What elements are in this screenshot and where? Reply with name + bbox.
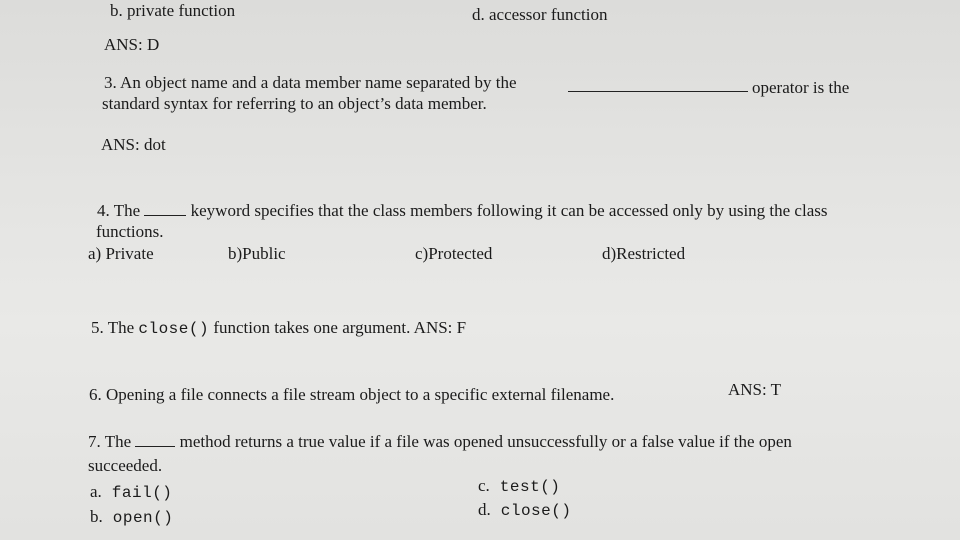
q4-line2: functions. [96,222,164,241]
q3-line2: standard syntax for referring to an object’s data member. [102,94,487,113]
q7-option-d-code: close() [500,502,572,520]
q3-line1: 3. An object name and a data member name separated by the [104,73,517,92]
q5-prefix: 5. The [91,318,135,337]
q3-answer: ANS: dot [101,135,166,154]
q7-prefix: 7. The [88,432,132,451]
q7-option-c-code: test() [499,478,561,496]
q3-blank [568,91,748,92]
q7-line1 [88,432,792,452]
q7-option-d-letter: d. [478,500,491,519]
q4-prefix: 4. The [97,201,141,220]
q7-option-b-letter: b. [90,507,103,526]
q7-option-c-letter: c. [478,476,490,495]
q7-blank [135,444,175,447]
q7-option-a [90,482,172,503]
q5-suffix: function takes one argument. ANS: F [213,318,467,337]
q7-option-a-code: fail() [111,484,173,502]
q6-answer: ANS: T [728,380,782,399]
q4-option-d: d)Restricted [602,244,686,263]
q7-option-a-letter: a. [90,482,102,501]
q4-line1 [97,201,827,221]
q4-blank [144,213,186,216]
q7-option-d [478,500,571,521]
q3-line1-end: operator is the [752,78,850,97]
q7-option-b-code: open() [112,509,174,527]
q2-option-b: b. private function [110,1,236,20]
q7-rest: method returns a true value if a file was opened unsuccessfully or a false value if the open [179,432,792,451]
q6-text: 6. Opening a file connects a file stream object to a specific external filename. [89,385,615,404]
q4-option-b: b)Public [228,244,286,263]
q7-option-c [478,476,560,497]
q5-line [91,318,466,339]
q2-answer: ANS: D [104,35,160,54]
q2-option-d: d. accessor function [472,5,608,24]
q4-rest: keyword specifies that the class members following it can be accessed only by using the class [190,201,828,220]
q4-option-a: a) Private [88,244,154,263]
q7-option-b [90,507,173,528]
q7-line2: succeeded. [88,456,163,475]
q4-option-c: c)Protected [415,244,493,263]
q5-code: close() [138,320,210,338]
